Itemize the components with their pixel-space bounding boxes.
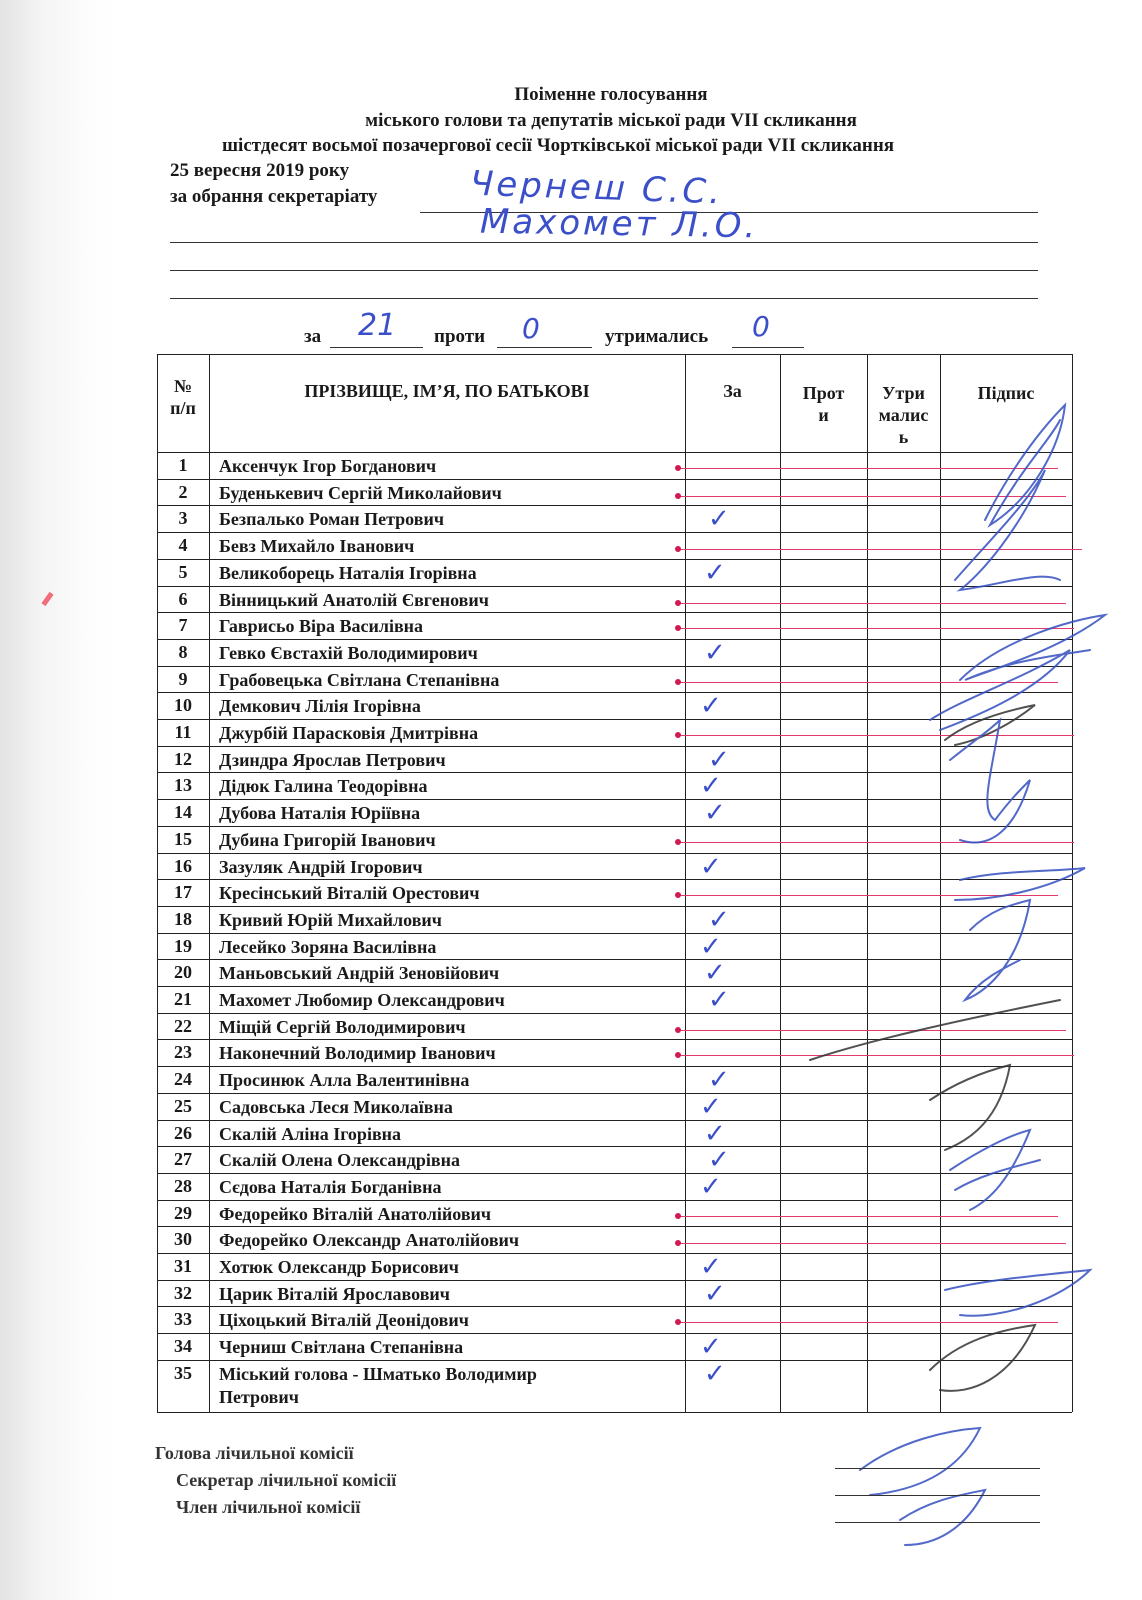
deputy-name: Міський голова - Шматько Володимир Петрович — [219, 1363, 537, 1407]
deputy-name: Джурбій Парасковія Дмитрівна — [219, 723, 479, 743]
secretary-signature-line — [835, 1495, 1040, 1496]
deputy-name: Гаврисьо Віра Василівна — [219, 616, 424, 637]
table-top-border — [157, 354, 1072, 355]
vote-check-mark: ✓ — [700, 1091, 722, 1122]
col-header-number: № п/п — [170, 376, 196, 418]
absent-strike-line — [678, 682, 1058, 683]
deputy-name: Гевко Євстахій Володимирович — [219, 642, 478, 663]
secretariat-line-4 — [170, 298, 1038, 299]
row-number: 30 — [174, 1229, 192, 1250]
secretariat-name-2: Махомет Л.О. — [479, 201, 759, 247]
signature-10 — [930, 1065, 1010, 1150]
row-number: 2 — [178, 481, 188, 502]
vote-check-mark: ✓ — [708, 1065, 730, 1096]
deputy-name: Кресінський Віталій Орестович — [219, 883, 480, 904]
signature-6 — [950, 720, 1030, 843]
deputy-name: Махомет Любомир Олександрович — [219, 990, 505, 1010]
deputy-name: Грабовецька Світлана Степанівна — [219, 669, 500, 690]
deputy-name: Кривий Юрій Михайлович — [219, 909, 442, 930]
row-number: 33 — [174, 1309, 192, 1330]
vote-check-mark: ✓ — [708, 985, 730, 1015]
table-row-border — [157, 1200, 1072, 1201]
counting-commission-chair: Голова лічильної комісії — [155, 1443, 354, 1463]
row-number: 10 — [174, 695, 192, 716]
counting-commission-secretary: Секретар лічильної комісії — [176, 1470, 397, 1490]
deputy-name: Великоборець Наталія Ігорівна — [219, 562, 477, 583]
deputy-name: Ціхоцький Віталій Деонідович — [219, 1310, 469, 1331]
col-header-utrymalys: Утри малис ь — [878, 383, 929, 447]
row-number: 18 — [174, 908, 192, 929]
row-number: 9 — [178, 668, 188, 689]
deputy-name: Вінницький Анатолій Євгенович — [219, 589, 489, 610]
table-row-border — [157, 879, 1072, 880]
deputy-name: Бевз Михайло Іванович — [219, 536, 415, 557]
table-row-border — [157, 1333, 1072, 1334]
table-header-border — [157, 452, 1072, 453]
vote-check-mark: ✓ — [704, 958, 726, 989]
table-row-border — [157, 559, 1072, 560]
table-row-border — [157, 586, 1072, 587]
absent-strike-line — [678, 1322, 1058, 1323]
deputy-name: Садовська Леся Миколаївна — [219, 1096, 453, 1117]
table-row-border — [157, 1120, 1072, 1121]
row-number: 16 — [174, 855, 192, 876]
vote-check-mark: ✓ — [704, 1358, 726, 1389]
row-number: 21 — [174, 989, 192, 1009]
col-header-name: ПРІЗВИЩЕ, ІМ’Я, ПО БАТЬКОВІ — [304, 381, 590, 401]
absent-strike-line — [678, 895, 1058, 896]
row-number: 35 — [174, 1362, 192, 1383]
vote-check-mark: ✓ — [704, 557, 726, 588]
table-col-border — [1072, 354, 1073, 1412]
vote-check-mark: ✓ — [700, 691, 722, 722]
row-number: 32 — [174, 1282, 192, 1303]
table-row-border — [157, 1412, 1072, 1413]
vote-check-mark: ✓ — [708, 504, 730, 535]
absent-strike-line — [678, 628, 1074, 629]
table-row-border — [157, 666, 1072, 667]
table-row-border — [157, 1226, 1072, 1227]
table-row-border — [157, 505, 1072, 506]
vote-check-mark: ✓ — [700, 1252, 722, 1282]
deputy-name: Дубова Наталія Юріївна — [219, 803, 421, 824]
table-row-border — [157, 719, 1072, 720]
row-number: 27 — [174, 1149, 192, 1170]
table-row-border — [157, 692, 1072, 693]
proty-line — [497, 347, 592, 348]
counting-commission-member: Член лічильної комісії — [176, 1497, 361, 1517]
absent-strike-line — [678, 1055, 1074, 1056]
doc-subtitle-1: міського голови та депутатів міської ради VII скликання — [365, 110, 857, 131]
row-number: 22 — [174, 1015, 192, 1036]
col-header-za: За — [723, 381, 742, 401]
signature-14 — [930, 1325, 1035, 1391]
doc-subtitle-2: шістдесят восьмої позачергової сесії Чортківської міської ради VII скликання — [222, 135, 895, 156]
deputy-name: Зазуляк Андрій Ігорович — [219, 856, 423, 877]
deputy-name: Маньовський Андрій Зеновійович — [219, 963, 500, 984]
row-number: 11 — [174, 722, 192, 742]
vote-check-mark: ✓ — [700, 931, 722, 962]
vote-check-mark: ✓ — [704, 1118, 726, 1149]
table-row-border — [157, 1066, 1072, 1067]
row-number: 1 — [178, 455, 188, 475]
secretariat-line-3 — [170, 270, 1038, 271]
proty-value: 0 — [522, 312, 540, 345]
table-row-border — [157, 639, 1072, 640]
absent-strike-line — [678, 549, 1082, 550]
signature-8 — [965, 900, 1030, 1000]
za-value: 21 — [358, 308, 397, 343]
table-row-border — [157, 1093, 1072, 1094]
deputy-name: Лесейко Зоряна Василівна — [219, 936, 437, 957]
table-row-border — [157, 1306, 1072, 1307]
row-number: 5 — [178, 561, 188, 582]
row-number: 8 — [178, 641, 188, 662]
table-row-border — [157, 986, 1072, 987]
absent-strike-line — [678, 735, 1074, 736]
table-row-border — [157, 1039, 1072, 1040]
deputy-name: Демкович Лілія Ігорівна — [219, 696, 421, 717]
row-number: 17 — [174, 882, 192, 903]
absent-strike-line — [678, 842, 1074, 843]
signature-1 — [985, 405, 1065, 525]
vote-check-mark: ✓ — [700, 851, 722, 882]
table-row-border — [157, 1013, 1072, 1014]
table-row-border — [157, 479, 1072, 480]
za-label: за — [304, 326, 322, 347]
deputy-name: Хотюк Олександр Борисович — [219, 1257, 459, 1277]
table-row-border — [157, 1253, 1072, 1254]
absent-strike-line — [678, 1243, 1066, 1244]
utrymalys-line — [732, 347, 804, 348]
deputy-name: Дзиндра Ярослав Петрович — [219, 749, 446, 770]
table-row-border — [157, 612, 1072, 613]
signature-footer-member — [900, 1490, 985, 1545]
table-row-border — [157, 772, 1072, 773]
absent-strike-line — [678, 603, 1066, 604]
row-number: 4 — [178, 535, 188, 556]
row-number: 3 — [178, 508, 188, 529]
deputy-name: Скалій Аліна Ігорівна — [219, 1123, 402, 1144]
table-row-border — [157, 933, 1072, 934]
deputy-name: Наконечний Володимир Іванович — [219, 1043, 496, 1064]
table-row-border — [157, 959, 1072, 960]
absent-strike-line — [678, 1216, 1058, 1217]
vote-check-mark: ✓ — [700, 771, 722, 802]
deputy-name: Міщій Сергій Володимирович — [219, 1016, 466, 1037]
doc-title: Поіменне голосування — [514, 84, 708, 105]
deputy-name: Просинюк Алла Валентинівна — [219, 1070, 470, 1091]
signature-2 — [955, 470, 1060, 590]
za-line — [330, 347, 423, 348]
vote-check-mark: ✓ — [704, 1278, 726, 1309]
signature-4 — [930, 650, 1070, 730]
row-number: 12 — [174, 748, 192, 769]
deputy-name: Дідюк Галина Теодорівна — [219, 776, 428, 797]
subject-label: за обрання секретаріату — [170, 186, 378, 207]
deputy-name: Сєдова Наталія Богданівна — [219, 1176, 442, 1197]
proty-label: проти — [434, 326, 486, 347]
table-row-border — [157, 1173, 1072, 1174]
row-number: 23 — [174, 1042, 192, 1063]
deputy-name: Федорейко Олександр Анатолійович — [219, 1230, 520, 1251]
utrymalys-label: утримались — [605, 326, 709, 347]
row-number: 13 — [174, 775, 192, 796]
scan-edge-shadow — [0, 0, 120, 1600]
table-row-border — [157, 1360, 1072, 1361]
deputy-name: Федорейко Віталій Анатолійович — [219, 1203, 492, 1224]
deputy-name: Скалій Олена Олександрівна — [219, 1150, 460, 1171]
vote-check-mark: ✓ — [700, 1332, 722, 1363]
member-signature-line — [835, 1522, 1040, 1523]
signature-3 — [960, 615, 1105, 680]
table-row-border — [157, 532, 1072, 533]
absent-strike-line — [678, 1030, 1066, 1031]
deputy-name: Черниш Світлана Степанівна — [219, 1337, 464, 1358]
deputy-name: Дубина Григорій Іванович — [219, 829, 436, 850]
secretariat-name-1: Чернеш С.С. — [469, 163, 724, 213]
row-number: 15 — [174, 828, 192, 849]
row-number: 34 — [174, 1336, 192, 1357]
deputy-name: Безпалько Роман Петрович — [219, 509, 444, 530]
row-number: 26 — [174, 1122, 192, 1143]
row-number: 31 — [174, 1256, 192, 1276]
row-number: 6 — [178, 588, 188, 609]
row-number: 7 — [178, 615, 188, 636]
vote-check-mark: ✓ — [708, 1145, 730, 1176]
signature-11 — [950, 1130, 1030, 1210]
chair-signature-line — [835, 1468, 1040, 1469]
row-number: 24 — [174, 1069, 192, 1090]
row-number: 29 — [174, 1202, 192, 1223]
row-number: 20 — [174, 962, 192, 983]
vote-check-mark: ✓ — [704, 798, 726, 829]
row-number: 25 — [174, 1095, 192, 1116]
col-header-signature: Підпис — [977, 383, 1035, 403]
deputy-name: Царик Віталій Ярославович — [219, 1283, 450, 1304]
row-number: 28 — [174, 1175, 192, 1196]
deputy-name: Аксенчук Ігор Богданович — [219, 456, 437, 476]
row-number: 14 — [174, 802, 192, 823]
signature-12 — [955, 1160, 1040, 1190]
utrymalys-value: 0 — [752, 310, 770, 343]
col-header-proty: Прот и — [802, 383, 845, 425]
doc-date: 25 вересня 2019 року — [170, 160, 350, 181]
deputy-name: Буденькевич Сергій Миколайович — [219, 482, 502, 503]
table-row-border — [157, 906, 1072, 907]
absent-strike-line — [678, 468, 1058, 469]
table-row-border — [157, 1280, 1072, 1281]
table-row-border — [157, 826, 1072, 827]
vote-check-mark: ✓ — [708, 744, 730, 775]
table-row-border — [157, 1146, 1072, 1147]
signature-5 — [945, 705, 1035, 745]
row-number: 19 — [174, 935, 192, 956]
signature-footer-chair — [860, 1428, 980, 1495]
vote-check-mark: ✓ — [704, 637, 726, 668]
absent-strike-line — [678, 496, 1066, 497]
signature-13 — [945, 1270, 1090, 1316]
vote-check-mark: ✓ — [708, 904, 730, 935]
table-row-border — [157, 746, 1072, 747]
table-row-border — [157, 853, 1072, 854]
vote-check-mark: ✓ — [700, 1171, 722, 1202]
table-row-border — [157, 799, 1072, 800]
